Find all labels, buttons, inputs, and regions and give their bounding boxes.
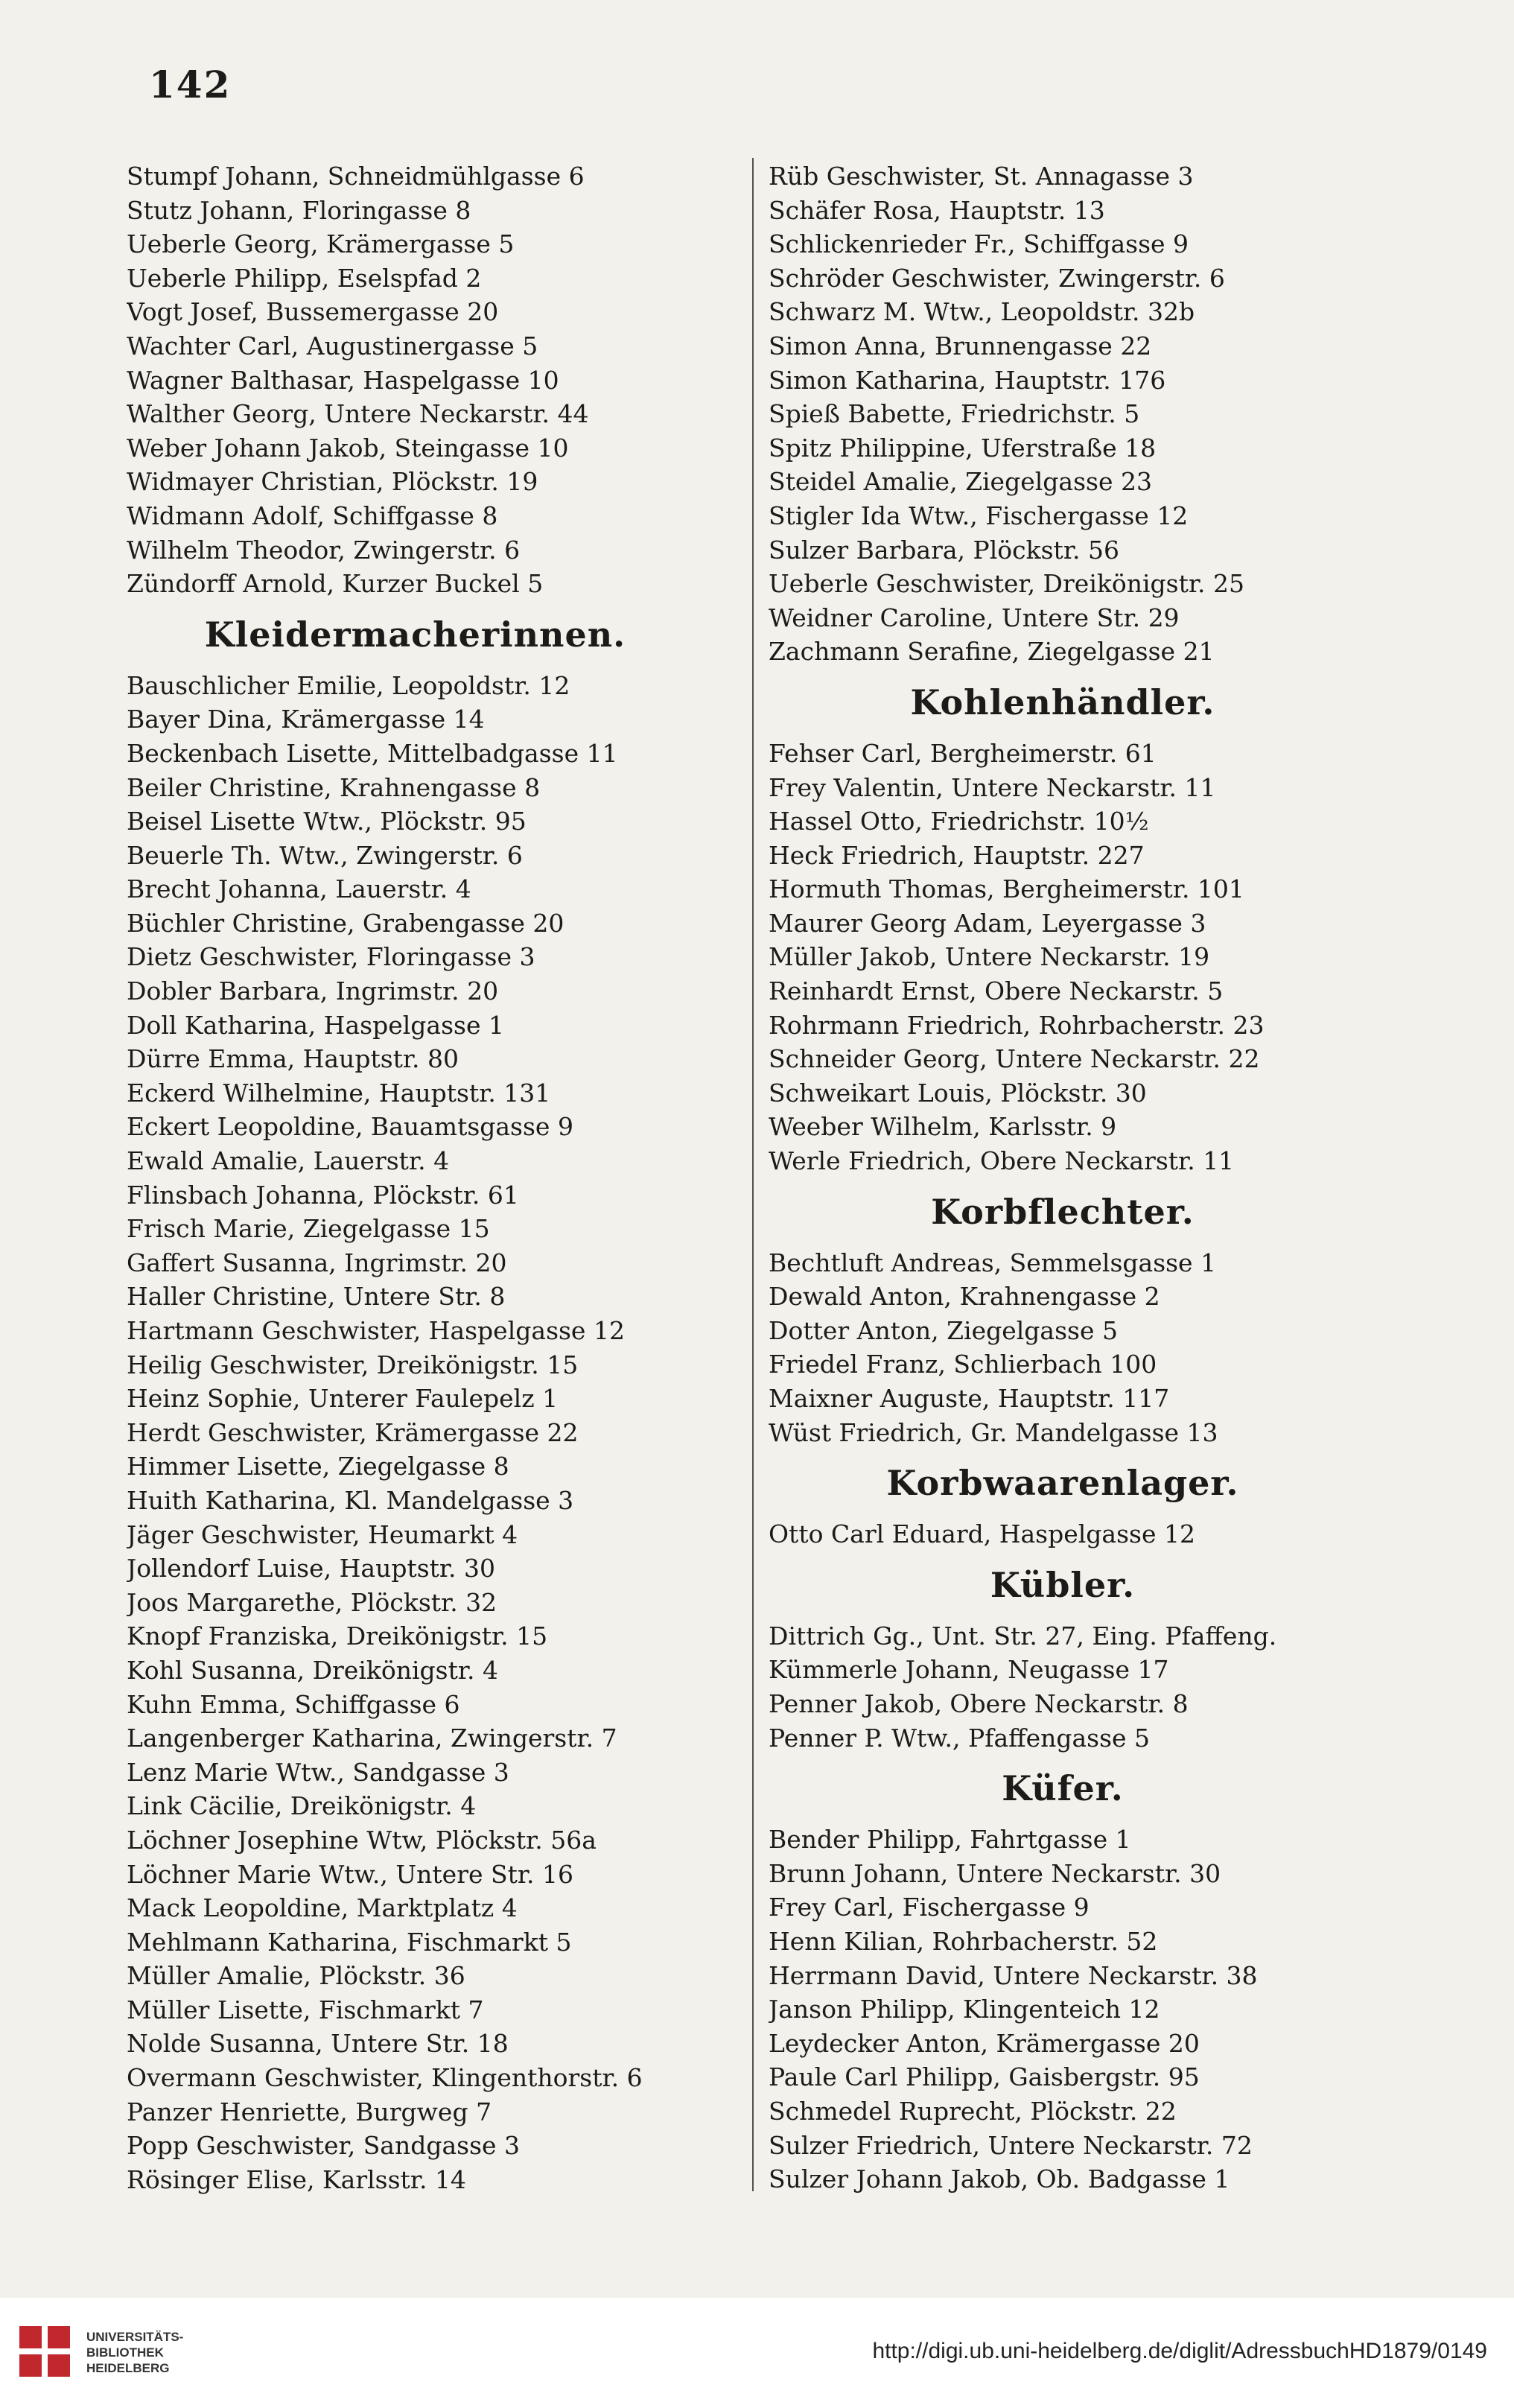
directory-entry: Wilhelm Theodor, Zwingerstr. 6 [127,535,521,565]
directory-entry: Stumpf Johann, Schneidmühlgasse 6 [127,162,585,191]
directory-entry: Eckerd Wilhelmine, Hauptstr. 131 [127,1078,551,1108]
directory-entry: Leydecker Anton, Krämergasse 20 [769,2028,1200,2058]
directory-entry: Bauschlicher Emilie, Leopoldstr. 12 [127,670,570,700]
directory-entry: Brunn Johann, Untere Neckarstr. 30 [769,1858,1221,1888]
directory-entry: Vogt Josef, Bussemergasse 20 [127,297,499,327]
column-divider [752,158,754,2191]
directory-entry: Schwarz M. Wtw., Leopoldstr. 32b [769,297,1195,327]
directory-entry: Ueberle Geschwister, Dreikönigstr. 25 [769,569,1244,599]
library-name-line-3: HEIDELBERG [86,2361,170,2375]
directory-entry: Dewald Anton, Krahnengasse 2 [769,1282,1160,1312]
university-library-logo-icon [16,2323,73,2380]
section-heading: Kohlenhändler. [910,682,1215,722]
directory-entry: Wagner Balthasar, Haspelgasse 10 [127,365,559,395]
directory-entry: Ewald Amalie, Lauerstr. 4 [127,1146,450,1176]
right-column [769,159,1357,2196]
directory-entry: Jäger Geschwister, Heumarkt 4 [127,1519,518,1549]
directory-entry: Panzer Henriette, Burgweg 7 [127,2097,492,2126]
directory-entry: Frey Carl, Fischergasse 9 [769,1893,1090,1922]
directory-entry: Frey Valentin, Untere Neckarstr. 11 [769,772,1216,802]
directory-entry: Zachmann Serafine, Ziegelgasse 21 [769,637,1215,667]
directory-entry: Knopf Franziska, Dreikönigstr. 15 [127,1621,548,1651]
directory-entry: Weber Johann Jakob, Steingasse 10 [127,433,569,463]
permalink-url[interactable]: http://digi.ub.uni-heidelberg.de/diglit/AdressbuchHD1879/0149 [872,2339,1487,2363]
page-number: 142 [149,63,232,107]
library-name-line-1: UNIVERSITÄTS- [86,2330,184,2344]
section-heading: Kleidermacherinnen. [204,614,626,655]
directory-entry: Janson Philipp, Klingenteich 12 [769,1995,1160,2024]
directory-entry: Overmann Geschwister, Klingenthorstr. 6 [127,2063,643,2093]
directory-entry: Paule Carl Philipp, Gaisbergstr. 95 [769,2062,1200,2092]
section-heading: Kübler. [990,1564,1136,1605]
directory-entry: Löchner Marie Wtw., Untere Str. 16 [127,1859,573,1889]
directory-entry: Simon Katharina, Hauptstr. 176 [769,365,1166,395]
directory-entry: Jollendorf Luise, Hauptstr. 30 [127,1554,496,1583]
directory-entry: Beckenbach Lisette, Mittelbadgasse 11 [127,738,618,768]
directory-entry: Schäfer Rosa, Hauptstr. 13 [769,195,1105,225]
directory-entry: Heck Friedrich, Hauptstr. 227 [769,840,1145,870]
directory-entry: Sulzer Johann Jakob, Ob. Badgasse 1 [769,2164,1230,2194]
directory-entry: Friedel Franz, Schlierbach 100 [769,1350,1157,1379]
directory-entry: Dobler Barbara, Ingrimstr. 20 [127,976,499,1006]
directory-entry: Henn Kilian, Rohrbacherstr. 52 [769,1926,1158,1956]
section-heading: Korbflechter. [931,1191,1195,1232]
directory-entry: Schröder Geschwister, Zwingerstr. 6 [769,263,1225,293]
section-heading: Küfer. [1002,1768,1124,1809]
directory-entry: Kohl Susanna, Dreikönigstr. 4 [127,1655,498,1685]
directory-entry: Schneider Georg, Untere Neckarstr. 22 [769,1044,1260,1074]
directory-entry: Ueberle Philipp, Eselspfad 2 [127,263,482,293]
directory-entry: Frisch Marie, Ziegelgasse 15 [127,1214,490,1244]
directory-entry: Heilig Geschwister, Dreikönigstr. 15 [127,1350,579,1379]
directory-entry: Eckert Leopoldine, Bauamtsgasse 9 [127,1112,573,1142]
directory-entry: Sulzer Barbara, Plöckstr. 56 [769,535,1119,565]
directory-entry: Schlickenrieder Fr., Schiffgasse 9 [769,229,1189,259]
directory-entry: Büchler Christine, Grabengasse 20 [127,908,564,938]
directory-entry: Bayer Dina, Krämergasse 14 [127,705,485,734]
directory-entry: Huith Katharina, Kl. Mandelgasse 3 [127,1485,574,1515]
directory-entry: Beuerle Th. Wtw., Zwingerstr. 6 [127,840,523,870]
directory-entry: Rüb Geschwister, St. Annagasse 3 [769,162,1194,191]
directory-entry: Ueberle Georg, Krämergasse 5 [127,229,515,259]
directory-entry: Rohrmann Friedrich, Rohrbacherstr. 23 [769,1010,1265,1040]
directory-entry: Löchner Josephine Wtw, Plöckstr. 56a [127,1825,597,1855]
directory-entry: Mack Leopoldine, Marktplatz 4 [127,1893,518,1923]
directory-entry: Steidel Amalie, Ziegelgasse 23 [769,467,1152,497]
directory-entry: Link Cäcilie, Dreikönigstr. 4 [127,1791,477,1821]
directory-entry: Herrmann David, Untere Neckarstr. 38 [769,1960,1258,1990]
directory-entry: Doll Katharina, Haspelgasse 1 [127,1010,504,1040]
directory-entry: Dotter Anton, Ziegelgasse 5 [769,1315,1118,1345]
directory-entry: Nolde Susanna, Untere Str. 18 [127,2029,509,2059]
directory-entry: Haller Christine, Untere Str. 8 [127,1282,506,1312]
directory-entry: Otto Carl Eduard, Haspelgasse 12 [769,1519,1195,1549]
directory-entry: Popp Geschwister, Sandgasse 3 [127,2131,521,2161]
directory-entry: Stutz Johann, Floringasse 8 [127,195,471,225]
directory-entry: Simon Anna, Brunnengasse 22 [769,331,1152,360]
viewer-footer [0,2298,1514,2408]
directory-entry: Wachter Carl, Augustinergasse 5 [127,331,538,360]
directory-entry: Weeber Wilhelm, Karlsstr. 9 [769,1112,1117,1142]
directory-entry: Weidner Caroline, Untere Str. 29 [769,603,1180,632]
directory-entry: Herdt Geschwister, Krämergasse 22 [127,1417,579,1447]
directory-entry: Dürre Emma, Hauptstr. 80 [127,1044,459,1074]
directory-entry: Fehser Carl, Bergheimerstr. 61 [769,738,1157,768]
directory-entry: Müller Amalie, Plöckstr. 36 [127,1961,465,1991]
directory-entry: Stigler Ida Wtw., Fischergasse 12 [769,501,1189,530]
directory-entry: Widmann Adolf, Schiffgasse 8 [127,501,498,530]
directory-entry: Sulzer Friedrich, Untere Neckarstr. 72 [769,2130,1253,2160]
directory-entry: Dittrich Gg., Unt. Str. 27, Eing. Pfaffeng. [769,1621,1277,1651]
directory-entry: Walther Georg, Untere Neckarstr. 44 [127,399,589,429]
directory-entry: Reinhardt Ernst, Obere Neckarstr. 5 [769,976,1224,1006]
directory-entry: Müller Jakob, Untere Neckarstr. 19 [769,942,1210,972]
directory-entry: Kümmerle Johann, Neugasse 17 [769,1655,1169,1685]
directory-entry: Gaffert Susanna, Ingrimstr. 20 [127,1248,507,1277]
directory-entry: Spieß Babette, Friedrichstr. 5 [769,399,1140,429]
directory-entry: Wüst Friedrich, Gr. Mandelgasse 13 [769,1417,1218,1447]
directory-entry: Penner Jakob, Obere Neckarstr. 8 [769,1689,1189,1718]
directory-entry: Joos Margarethe, Plöckstr. 32 [127,1587,497,1617]
directory-entry: Zündorff Arnold, Kurzer Buckel 5 [127,569,544,599]
directory-entry: Spitz Philippine, Uferstraße 18 [769,433,1157,463]
directory-entry: Schmedel Ruprecht, Plöckstr. 22 [769,2096,1177,2126]
directory-entry: Lenz Marie Wtw., Sandgasse 3 [127,1757,509,1787]
directory-entry: Schweikart Louis, Plöckstr. 30 [769,1078,1147,1108]
left-column [127,159,704,2196]
directory-entry: Himmer Lisette, Ziegelgasse 8 [127,1452,509,1481]
directory-entry: Bechtluft Andreas, Semmelsgasse 1 [769,1248,1217,1277]
directory-entry: Rösinger Elise, Karlsstr. 14 [127,2164,466,2194]
directory-entry: Langenberger Katharina, Zwingerstr. 7 [127,1724,617,1753]
directory-entry: Widmayer Christian, Plöckstr. 19 [127,467,538,497]
library-name [86,2329,183,2376]
directory-entry: Brecht Johanna, Lauerstr. 4 [127,874,471,904]
directory-entry: Penner P. Wtw., Pfaffengasse 5 [769,1723,1151,1753]
directory-entry: Beisel Lisette Wtw., Plöckstr. 95 [127,807,527,836]
directory-entry: Beiler Christine, Krahnengasse 8 [127,772,541,802]
directory-entry: Dietz Geschwister, Floringasse 3 [127,942,535,972]
directory-entry: Hassel Otto, Friedrichstr. 10½ [769,807,1149,836]
directory-entry: Bender Philipp, Fahrtgasse 1 [769,1825,1131,1855]
directory-entry: Heinz Sophie, Unterer Faulepelz 1 [127,1384,559,1414]
directory-entry: Müller Lisette, Fischmarkt 7 [127,1995,484,2024]
directory-entry: Hartmann Geschwister, Haspelgasse 12 [127,1316,625,1345]
directory-entry: Hormuth Thomas, Bergheimerstr. 101 [769,874,1244,904]
directory-entry: Mehlmann Katharina, Fischmarkt 5 [127,1927,572,1957]
directory-entry: Kuhn Emma, Schiffgasse 6 [127,1689,460,1719]
library-name-line-2: BIBLIOTHEK [86,2345,164,2360]
directory-entry: Maixner Auguste, Hauptstr. 117 [769,1384,1170,1413]
directory-entry: Maurer Georg Adam, Leyergasse 3 [769,908,1206,938]
directory-entry: Werle Friedrich, Obere Neckarstr. 11 [769,1146,1235,1176]
directory-entry: Flinsbach Johanna, Plöckstr. 61 [127,1180,519,1210]
section-heading: Korbwaarenlager. [886,1463,1239,1504]
